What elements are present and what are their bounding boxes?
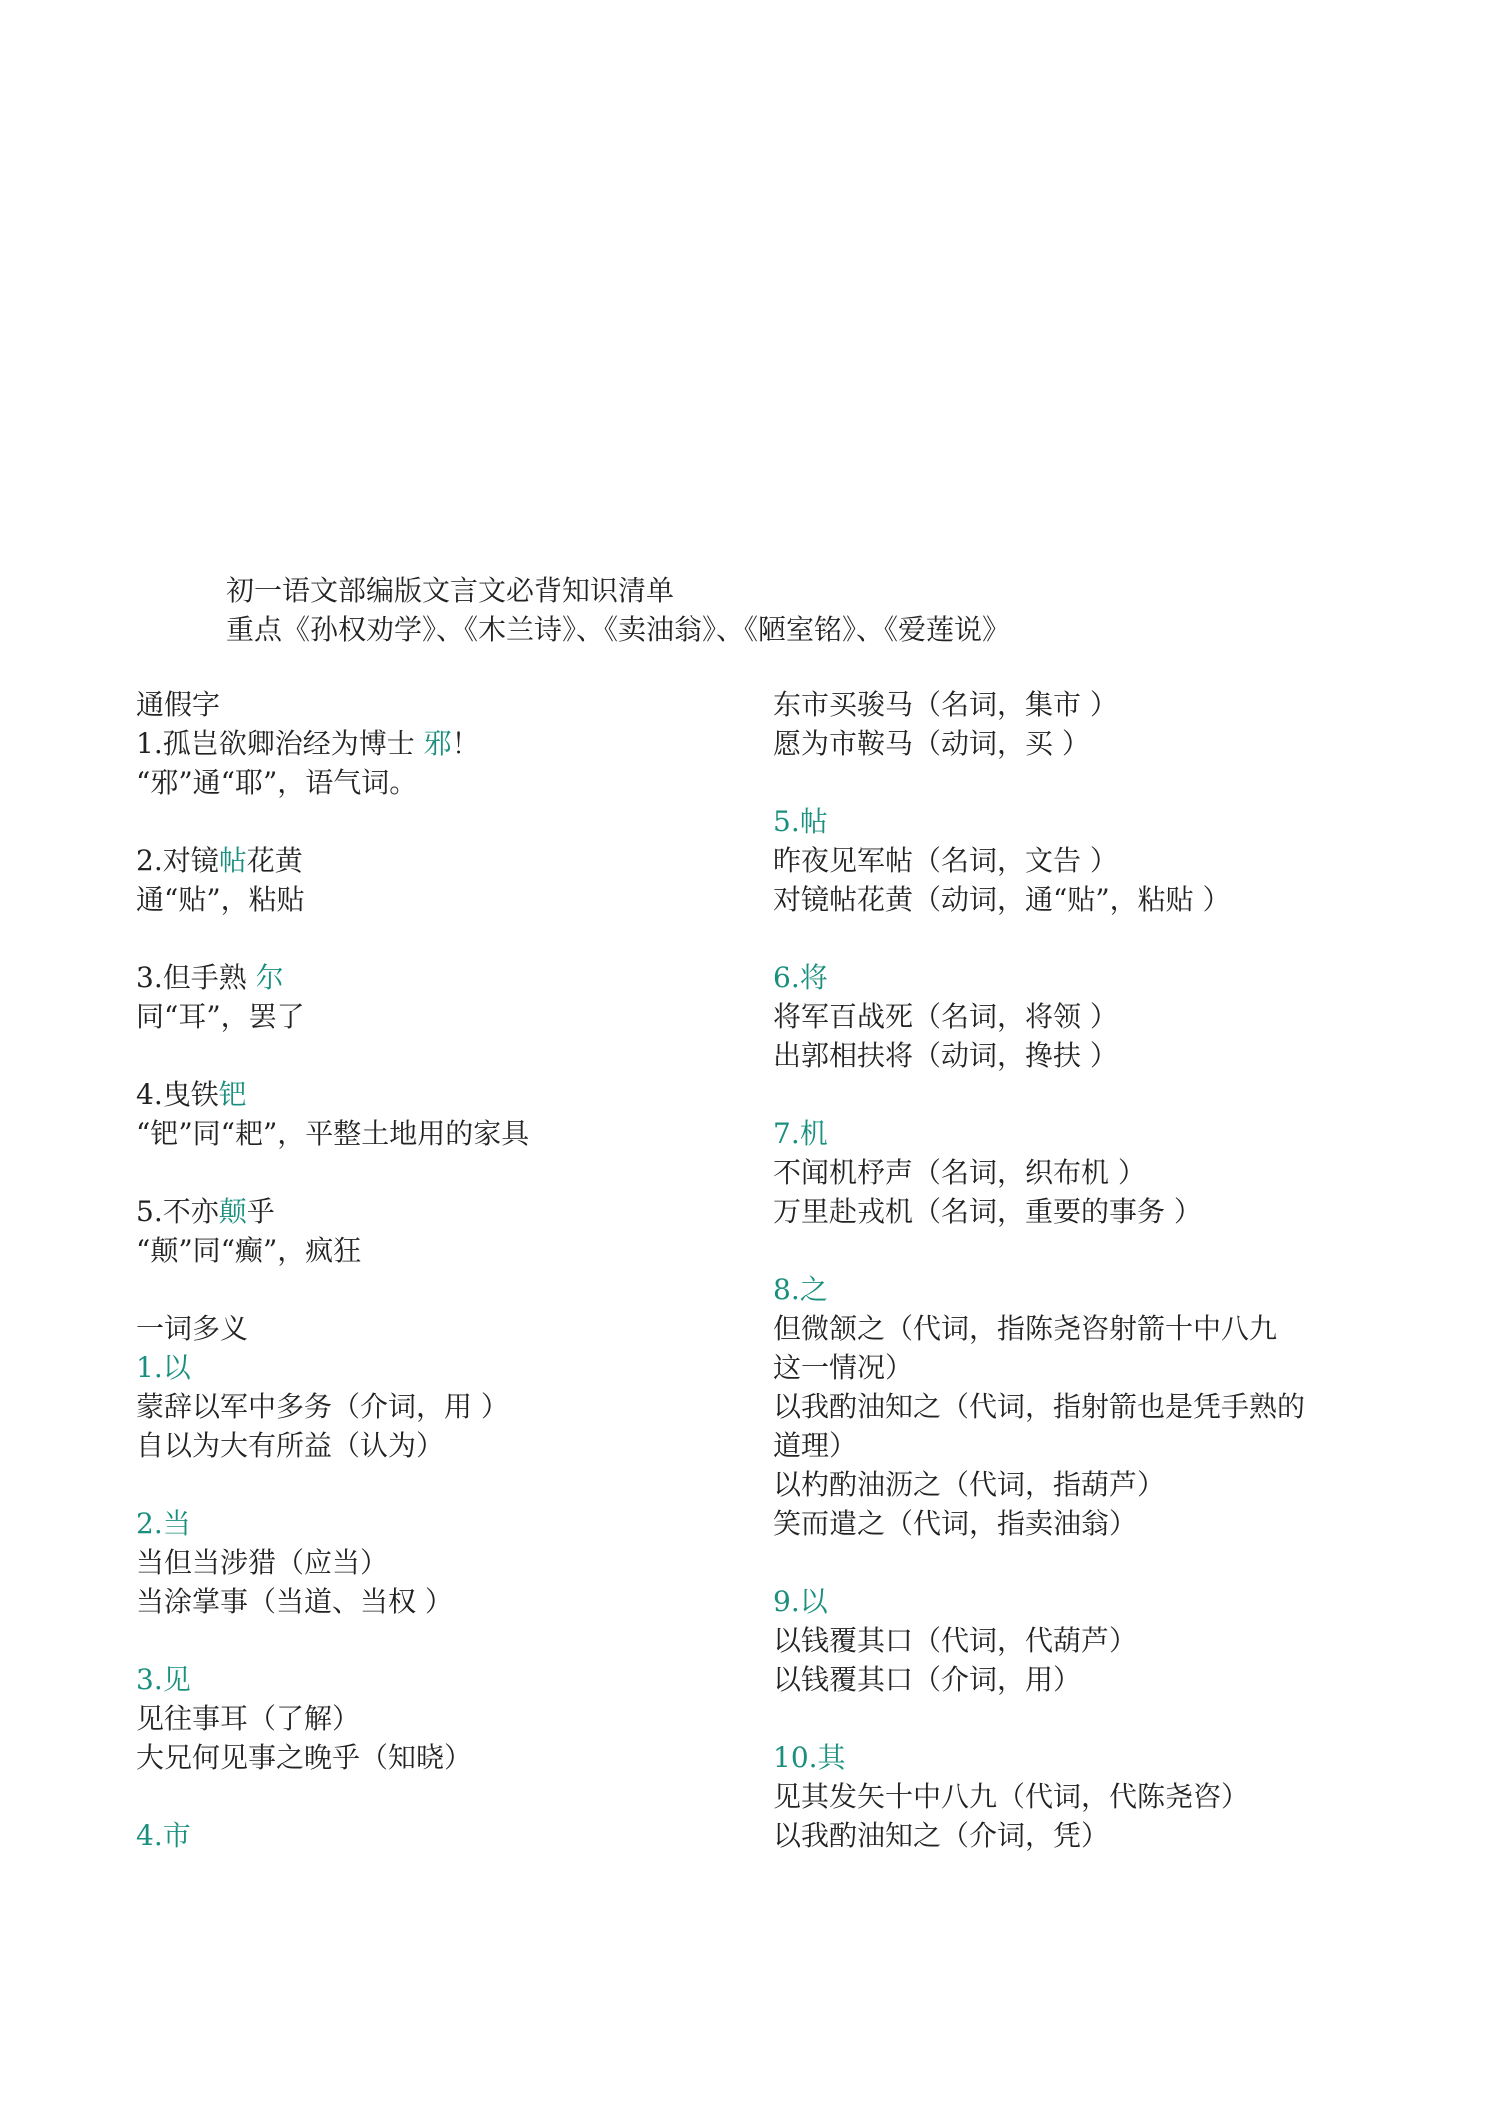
word-heading-dang: 2.当: [136, 1507, 191, 1540]
word-heading-jiang: 6.将: [773, 961, 828, 994]
spacer: [773, 1543, 1373, 1582]
word-example: 蒙辞以军中多务（介词，用 ）: [136, 1390, 509, 1423]
word-heading-yi: 1.以: [136, 1351, 191, 1384]
spacer: [136, 1036, 736, 1075]
word-heading-qi: 10.其: [773, 1741, 846, 1774]
tongjia-item-5: [136, 1192, 736, 1231]
tongjia-note-1: “邪”通“耶”，语气词。: [136, 766, 418, 799]
page-subtitle: 重点《孙权劝学》、《木兰诗》、《卖油翁》、《陋室铭》、《爱莲说》: [226, 613, 1011, 646]
word-example: 当但当涉猎（应当）: [136, 1546, 389, 1579]
right-column: [773, 685, 1373, 1855]
word-example: 不闻机杼声（名词，织布机 ）: [773, 1156, 1146, 1189]
tongjia-item-1: [136, 724, 736, 763]
spacer: [773, 1075, 1373, 1114]
tongjia-note-5: “颠”同“癫”，疯狂: [136, 1234, 362, 1267]
page-title: 初一语文部编版文言文必背知识清单: [226, 574, 675, 607]
tongjia-item-2: [136, 841, 736, 880]
tongjia-item-3: [136, 958, 736, 997]
spacer: [136, 1270, 736, 1309]
word-heading-zhi: 8.之: [773, 1273, 828, 1306]
word-example: 见往事耳（了解）: [136, 1702, 361, 1735]
spacer: [136, 1465, 736, 1504]
word-example: 东市买骏马（名词，集市 ）: [773, 688, 1118, 721]
tongjia-note-4: “钯”同“耙”，平整土地用的家具: [136, 1117, 530, 1150]
spacer: [136, 1777, 736, 1816]
spacer: [773, 1699, 1373, 1738]
item-text: 乎: [246, 1195, 275, 1228]
tongjia-note-2: 通“贴”，粘贴: [136, 883, 305, 916]
section-heading-tongjiazi: 通假字: [136, 688, 221, 721]
word-example: 当涂掌事（当道、当权 ）: [136, 1585, 453, 1618]
document-header: [226, 571, 1010, 649]
word-example: 自以为大有所益（认为）: [136, 1429, 445, 1462]
word-heading-tie: 5.帖: [773, 805, 828, 838]
spacer: [136, 1621, 736, 1660]
word-example: 但微颔之（代词，指陈尧咨射箭十中八九: [773, 1312, 1278, 1345]
word-heading-yi-2: 9.以: [773, 1585, 828, 1618]
highlight-char: 帖: [218, 844, 247, 877]
word-example: 见其发矢十中八九（代词，代陈尧咨）: [773, 1780, 1250, 1813]
word-example: 将军百战死（名词，将领 ）: [773, 1000, 1118, 1033]
item-text: 5.不亦: [136, 1195, 219, 1228]
highlight-char: 颠: [218, 1195, 247, 1228]
spacer: [773, 1231, 1373, 1270]
item-text: 2.对镜: [136, 844, 219, 877]
highlight-char: 尔: [255, 961, 284, 994]
item-text: ！: [451, 727, 480, 760]
spacer: [773, 763, 1373, 802]
word-example: 以我酌油知之（介词，凭）: [773, 1819, 1110, 1852]
spacer: [773, 919, 1373, 958]
word-heading-shi: 4.市: [136, 1819, 191, 1852]
word-example: 这一情况）: [773, 1351, 914, 1384]
word-example: 对镜帖花黄（动词，通“贴”，粘贴 ）: [773, 883, 1231, 916]
word-example: 以钱覆其口（代词，代葫芦）: [773, 1624, 1138, 1657]
word-heading-ji: 7.机: [773, 1117, 828, 1150]
word-example: 以钱覆其口（介词，用）: [773, 1663, 1082, 1696]
word-example: 道理）: [773, 1429, 858, 1462]
tongjia-item-4: [136, 1075, 736, 1114]
tongjia-note-3: 同“耳”，罢了: [136, 1000, 305, 1033]
word-example: 笑而遣之（代词，指卖油翁）: [773, 1507, 1138, 1540]
word-example: 出郭相扶将（动词，搀扶 ）: [773, 1039, 1118, 1072]
section-heading-yiciduoyi: 一词多义: [136, 1312, 249, 1345]
left-column: [136, 685, 736, 1855]
item-text: 花黄: [246, 844, 303, 877]
spacer: [136, 1153, 736, 1192]
highlight-char: 钯: [218, 1078, 247, 1111]
word-example: 愿为市鞍马（动词，买 ）: [773, 727, 1090, 760]
item-text: 4.曳铁: [136, 1078, 219, 1111]
word-example: 以杓酌油沥之（代词，指葫芦）: [773, 1468, 1166, 1501]
word-example: 以我酌油知之（代词，指射箭也是凭手熟的: [773, 1390, 1306, 1423]
item-text: 3.但手熟: [136, 961, 256, 994]
word-example: 万里赴戎机（名词，重要的事务 ）: [773, 1195, 1202, 1228]
highlight-char: 邪: [423, 727, 452, 760]
word-example: 昨夜见军帖（名词，文告 ）: [773, 844, 1118, 877]
word-example: 大兄何见事之晚乎（知晓）: [136, 1741, 473, 1774]
spacer: [136, 802, 736, 841]
item-text: 1.孤岂欲卿治经为博士: [136, 727, 424, 760]
spacer: [136, 919, 736, 958]
word-heading-jian: 3.见: [136, 1663, 191, 1696]
